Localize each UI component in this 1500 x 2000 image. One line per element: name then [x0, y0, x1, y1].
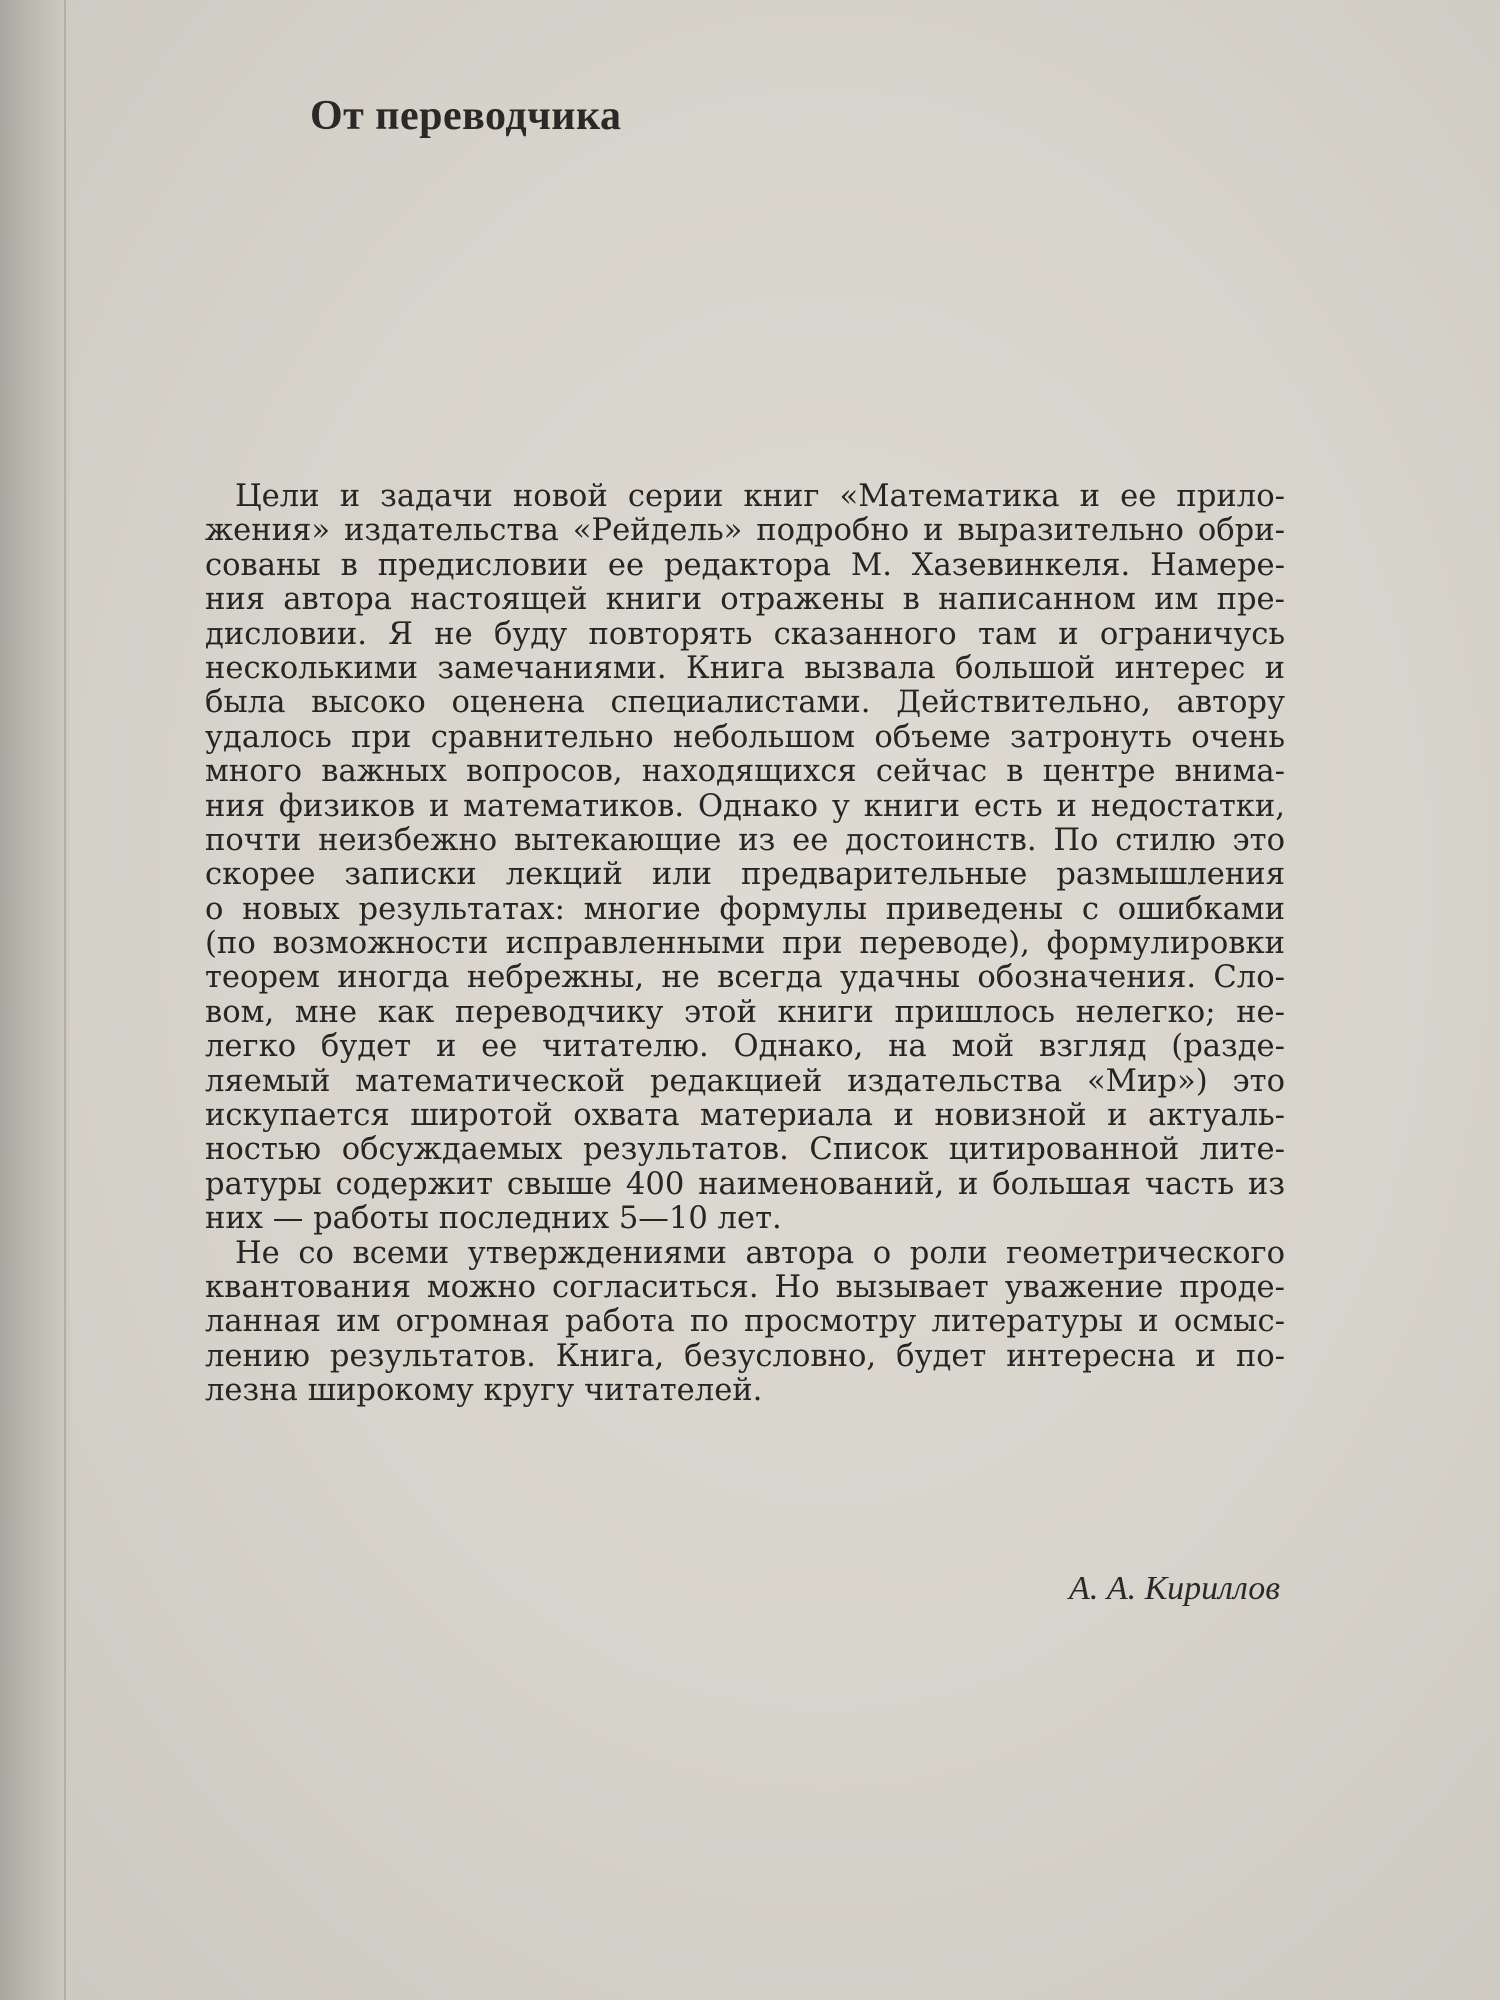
- text-line: скорее записки лекций или предварительные размышления: [205, 857, 1285, 893]
- paragraph-2: [205, 1237, 1285, 1409]
- text-line: жения» издательства «Рейдель» подробно и выразительно обри-: [205, 513, 1285, 549]
- text-line: ния автора настоящей книги отражены в написанном им пре-: [205, 582, 1285, 618]
- text-line: искупается широтой охвата материала и новизной и актуаль-: [205, 1098, 1285, 1134]
- text-line: ностью обсуждаемых результатов. Список цитированной лите-: [205, 1132, 1285, 1168]
- text-line: ляемый математической редакцией издательства «Мир») это: [205, 1063, 1285, 1099]
- text-line: легко будет и ее читателю. Однако, на мой взгляд (разде-: [205, 1029, 1285, 1065]
- page-heading: От переводчика: [310, 93, 622, 139]
- text-line: теорем иногда небрежны, не всегда удачны обозначения. Сло-: [205, 960, 1285, 996]
- text-line: почти неизбежно вытекающие из ее достоинств. По стилю это: [205, 822, 1285, 858]
- text-line: много важных вопросов, находящихся сейчас в центре внима-: [205, 754, 1285, 790]
- text-line: ния физиков и математиков. Однако у книги есть и недостатки,: [205, 788, 1285, 824]
- text-line: лезна широкому кругу читателей.: [205, 1373, 763, 1409]
- text-line: сованы в предисловии ее редактора М. Хазевинкеля. Намере-: [205, 547, 1285, 583]
- text-line: (по возможности исправленными при переводе), формулировки: [205, 926, 1285, 962]
- text-line: удалось при сравнительно небольшом объеме затронуть очень: [205, 719, 1285, 755]
- book-gutter: [0, 0, 70, 2000]
- text-line: квантования можно согласиться. Но вызывает уважение проде-: [205, 1269, 1285, 1305]
- text-line: них — работы последних 5—10 лет.: [205, 1201, 782, 1237]
- text-line: о новых результатах: многие формулы приведены с ошибками: [205, 891, 1285, 927]
- text-line: дисловии. Я не буду повторять сказанного там и ограничусь: [205, 616, 1285, 652]
- text-line: лению результатов. Книга, безусловно, будет интересна и по-: [205, 1338, 1285, 1374]
- text-line: вом, мне как переводчику этой книги пришлось нелегко; не-: [205, 994, 1285, 1030]
- text-line: несколькими замечаниями. Книга вызвала большой интерес и: [205, 650, 1285, 686]
- text-line: ланная им огромная работа по просмотру литературы и осмыс-: [205, 1304, 1285, 1340]
- text-line: была высоко оценена специалистами. Действительно, автору: [205, 685, 1285, 721]
- text-line: ратуры содержит свыше 400 наименований, и большая часть из: [205, 1166, 1285, 1202]
- text-line: Не со всеми утверждениями автора о роли геометрического: [235, 1235, 1285, 1271]
- translator-signature: А. А. Кириллов: [1069, 1570, 1280, 1607]
- body-text: [205, 480, 1285, 1409]
- paragraph-1: [205, 480, 1285, 1237]
- page-edge: [64, 0, 66, 2000]
- text-line: Цели и задачи новой серии книг «Математика и ее прило-: [235, 479, 1285, 514]
